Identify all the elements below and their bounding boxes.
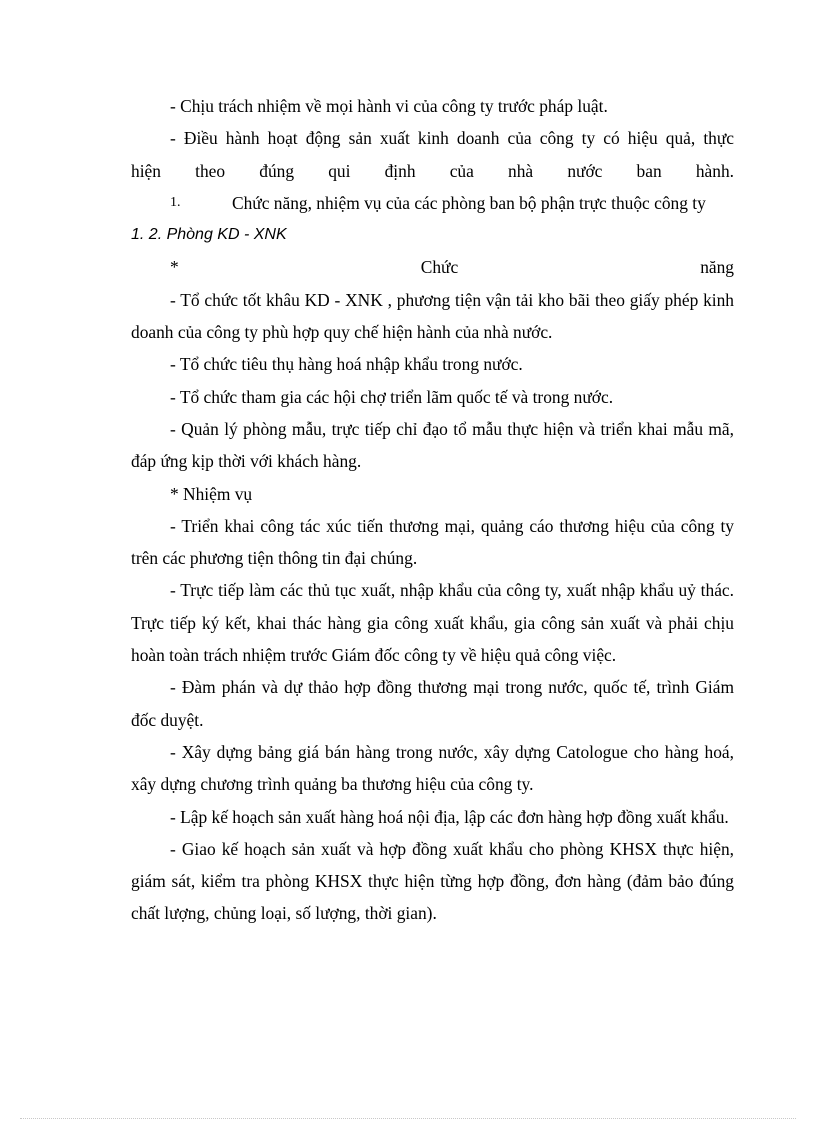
paragraph-responsibility: - Chịu trách nhiệm về mọi hành vi của công ty trước pháp luật. <box>170 96 608 116</box>
paragraph-management-line2: hiện theo đúng qui định của nhà nước ban hành. <box>131 160 734 181</box>
chuc-nang-heading <box>131 251 734 283</box>
chuc-nang-word1: Chức <box>420 257 459 278</box>
paragraph-7: - Đàm phán và dự thảo hợp đồng thương mại trong nước, quốc tế, trình Giám đốc duyệt. <box>131 677 734 730</box>
numbered-heading-number: 1. <box>170 194 181 210</box>
numbered-heading-text: Chức năng, nhiệm vụ của các phòng ban bộ phận trực thuộc công ty <box>232 192 706 213</box>
numbered-heading <box>131 187 734 219</box>
section-heading: 1. 2. Phòng KD - XNK <box>131 226 287 244</box>
document-page <box>131 90 734 930</box>
paragraph-1: - Tổ chức tốt khâu KD - XNK , phương tiện vận tải kho bãi theo giấy phép kinh doanh của công ty phù hợp quy chế hiện hành của nhà nước. <box>131 289 734 343</box>
paragraph-3: - Tổ chức tham gia các hội chợ triển lãm quốc tế và trong nước. <box>170 386 614 407</box>
page-bottom-divider <box>20 1118 796 1119</box>
paragraph-9: - Lập kế hoạch sản xuất hàng hoá nội địa, lập các đơn hàng hợp đồng xuất khẩu. <box>170 806 729 827</box>
paragraph-2: - Tổ chức tiêu thụ hàng hoá nhập khẩu trong nước. <box>170 354 523 375</box>
paragraph-8: - Xây dựng bảng giá bán hàng trong nước, xây dựng Catologue cho hàng hoá, xây dựng chương trình quảng ba thương hiệu của công ty. <box>131 741 734 795</box>
chuc-nang-star: * <box>170 257 179 278</box>
nhiem-vu-heading: * Nhiệm vụ <box>170 483 253 504</box>
paragraph-management-line1: - Điều hành hoạt động sản xuất kinh doanh của công ty có hiệu quả, thực <box>170 128 734 149</box>
paragraph-6: - Trực tiếp làm các thủ tục xuất, nhập khẩu của công ty, xuất nhập khẩu uỷ thác. Trực tiếp ký kết, khai thác hàng gia công xuất khẩu, gia công sản xuất và phải chịu hoàn toàn trách nhiệm trước Giám đốc công ty về hiệu quả công việc. <box>131 580 734 666</box>
paragraph-5: - Triển khai công tác xúc tiến thương mại, quảng cáo thương hiệu của công ty trên các phương tiện thông tin đại chúng. <box>131 515 734 569</box>
paragraph-10: - Giao kế hoạch sản xuất và hợp đồng xuất khẩu cho phòng KHSX thực hiện, giám sát, kiểm tra phòng KHSX thực hiện từng hợp đồng, đơn hàng (đảm bảo đúng chất lượng, chủng loại, số lượng, thời gian). <box>131 838 734 924</box>
paragraph-4: - Quản lý phòng mẫu, trực tiếp chỉ đạo tổ mẫu thực hiện và triển khai mẫu mã, đáp ứng kịp thời với khách hàng. <box>131 418 734 472</box>
chuc-nang-word2: năng <box>700 257 734 278</box>
